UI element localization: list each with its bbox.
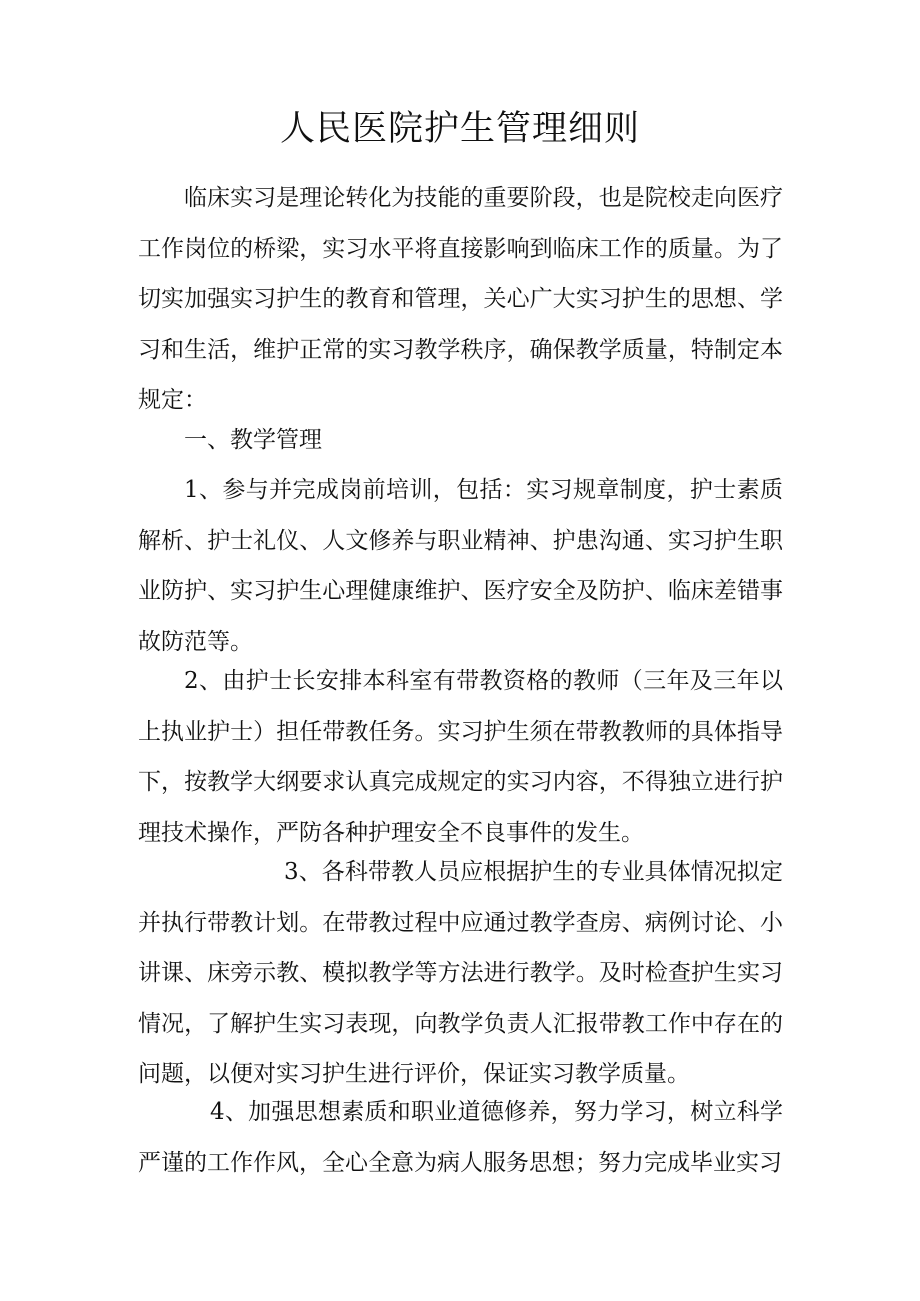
intro-paragraph: 临床实习是理论转化为技能的重要阶段，也是院校走向医疗工作岗位的桥梁，实习水平将直接影响到临床工作的质量。为了切实加强实习护生的教育和管理，关心广大实习护生的思想、学习和生活，维护正常的实习教学秩序，确保教学质量，特制定本规定： <box>138 185 783 413</box>
rule-item-3: 3、各科带教人员应根据护生的专业具体情况拟定并执行带教计划。在带教过程中应通过教学查房、病例讨论、小讲课、床旁示教、模拟教学等方法进行教学。及时检查护生实习情况，了解护生实习表现，向教学负责人汇报带教工作中存在的问题，以便对实习护生进行评价，保证实习教学质量。 <box>138 859 783 1087</box>
document-title: 人民医院护生管理细则 <box>279 109 640 149</box>
section-heading: 一、教学管理 <box>184 427 322 453</box>
rule-item-4: 4、加强思想素质和职业道德修养，努力学习，树立科学严谨的工作作风，全心全意为病人服务思想；努力完成毕业实习 <box>138 1099 783 1176</box>
rule-item-2: 2、由护士长安排本科室有带教资格的教师（三年及三年以上执业护士）担任带教任务。实习护生须在带教教师的具体指导下，按教学大纲要求认真完成规定的实习内容，不得独立进行护理技术操作，严防各种护理安全不良事件的发生。 <box>138 668 783 846</box>
rule-item-1: 1、参与并完成岗前培训，包括：实习规章制度，护士素质解析、护士礼仪、人文修养与职业精神、护患沟通、实习护生职业防护、实习护生心理健康维护、医疗安全及防护、临床差错事故防范等。 <box>138 477 783 655</box>
